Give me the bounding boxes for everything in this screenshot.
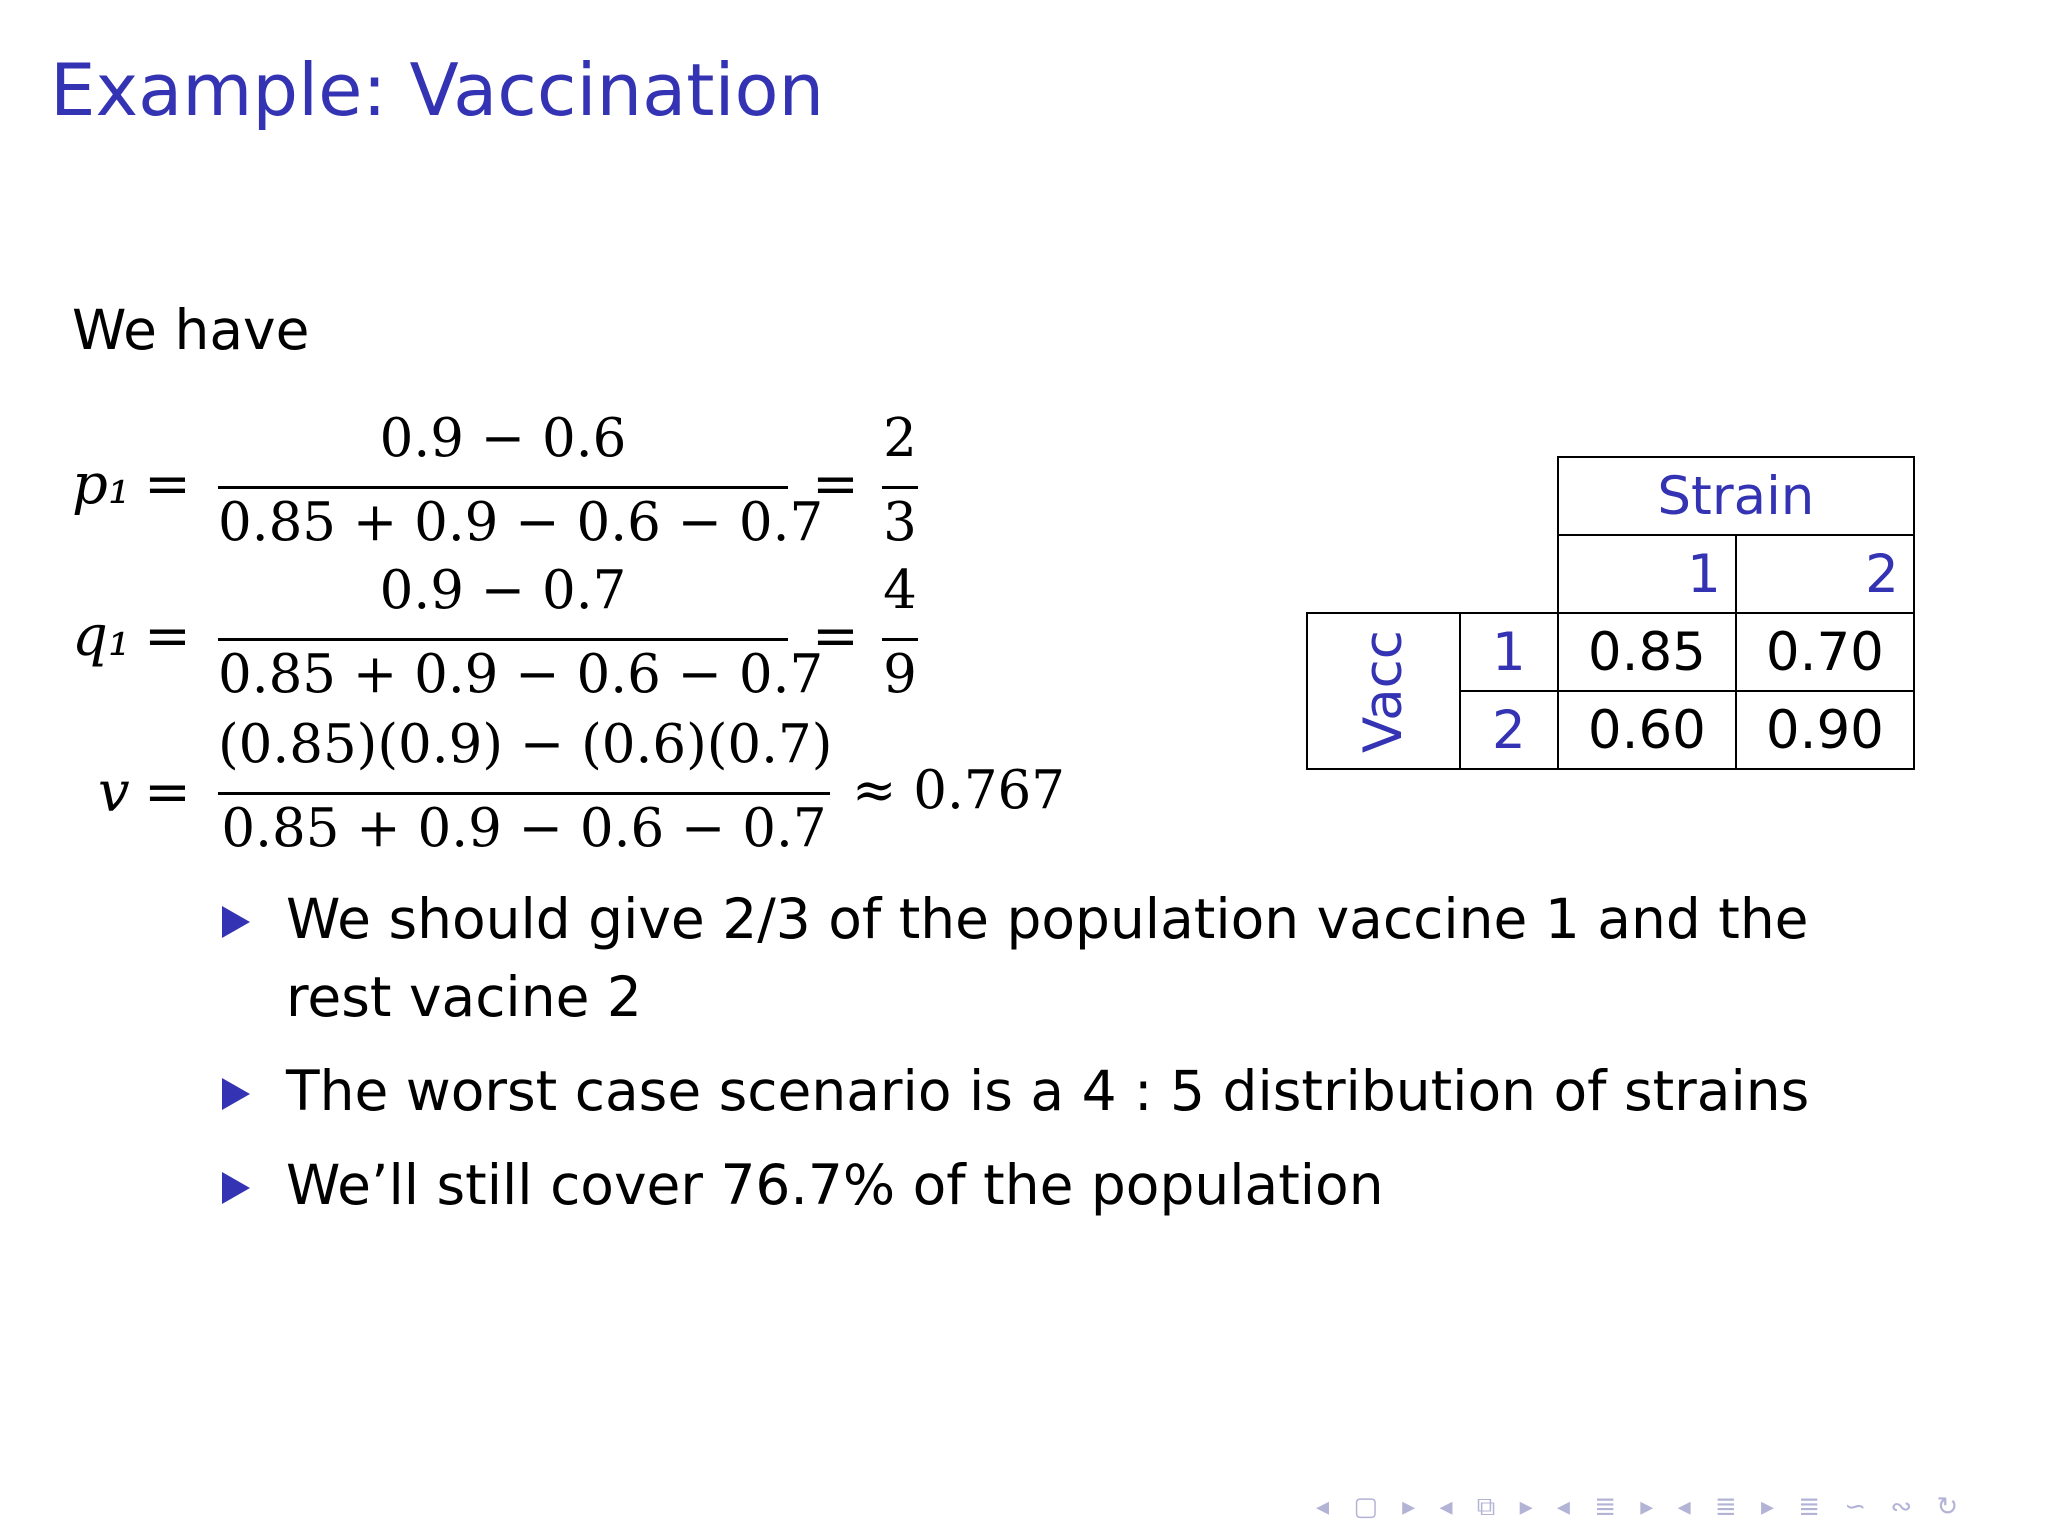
list-item: We’ll still cover 76.7% of the population — [220, 1146, 1870, 1224]
v-fraction-bar — [218, 792, 830, 795]
cell-1-1: 0.85 — [1558, 613, 1736, 691]
payoff-table — [1306, 456, 1915, 770]
table-row — [1307, 613, 1914, 691]
cell-2-1: 0.60 — [1558, 691, 1736, 769]
slide-title: Example: Vaccination — [50, 48, 825, 132]
table-header-row — [1307, 457, 1914, 535]
q1-denominator: 0.85 + 0.9 − 0.6 − 0.7 — [218, 644, 824, 705]
col-header-1: 1 — [1558, 535, 1736, 613]
bullet-triangle-icon — [222, 1172, 250, 1204]
list-item: The worst case scenario is a 4 : 5 distribution of strains — [220, 1052, 1870, 1130]
navigation-bar[interactable]: ◂ ▢ ▸ ◂ ⧉ ▸ ◂ ≣ ▸ ◂ ≣ ▸ ≣ ∽ ∾ ↻ — [1316, 1492, 1967, 1522]
q1-equals-2: = — [812, 604, 859, 669]
q1-numerator: 0.9 − 0.7 — [379, 560, 627, 621]
bullet-list — [220, 880, 1870, 1240]
row-header-2: 2 — [1460, 691, 1558, 769]
q1-lhs: q₁ — [72, 604, 131, 669]
q1-result-numerator: 4 — [883, 560, 917, 621]
p1-numerator: 0.9 − 0.6 — [379, 408, 627, 469]
row-header-1: 1 — [1460, 613, 1558, 691]
v-approx-value: ≈ 0.767 — [852, 760, 1065, 821]
p1-equals: = — [144, 452, 191, 517]
v-lhs: v — [98, 760, 130, 825]
col-header-2: 2 — [1736, 535, 1914, 613]
v-equals: = — [144, 760, 191, 825]
q1-result-denominator: 9 — [883, 644, 917, 705]
bullet-triangle-icon — [222, 1078, 250, 1110]
cell-1-2: 0.70 — [1736, 613, 1914, 691]
p1-denominator: 0.85 + 0.9 − 0.6 − 0.7 — [218, 492, 824, 553]
bullet-triangle-icon — [222, 906, 250, 938]
q1-equals: = — [144, 604, 191, 669]
v-denominator: 0.85 + 0.9 − 0.6 − 0.7 — [221, 798, 827, 859]
p1-lhs: p₁ — [72, 452, 131, 517]
intro-text: We have — [72, 298, 310, 362]
vacc-header: Vacc — [1352, 629, 1414, 753]
q1-fraction-bar — [218, 638, 788, 641]
p1-result-denominator: 3 — [883, 492, 917, 553]
table-col-header-row — [1307, 535, 1914, 613]
q1-result-bar — [882, 638, 918, 641]
p1-result-numerator: 2 — [883, 408, 917, 469]
cell-2-2: 0.90 — [1736, 691, 1914, 769]
strain-header: Strain — [1558, 457, 1914, 535]
p1-result-bar — [882, 486, 918, 489]
list-item: We should give 2/3 of the population vaccine 1 and the rest vacine 2 — [220, 880, 1870, 1036]
v-numerator: (0.85)(0.9) − (0.6)(0.7) — [218, 714, 833, 775]
p1-fraction-bar — [218, 486, 788, 489]
p1-equals-2: = — [812, 452, 859, 517]
